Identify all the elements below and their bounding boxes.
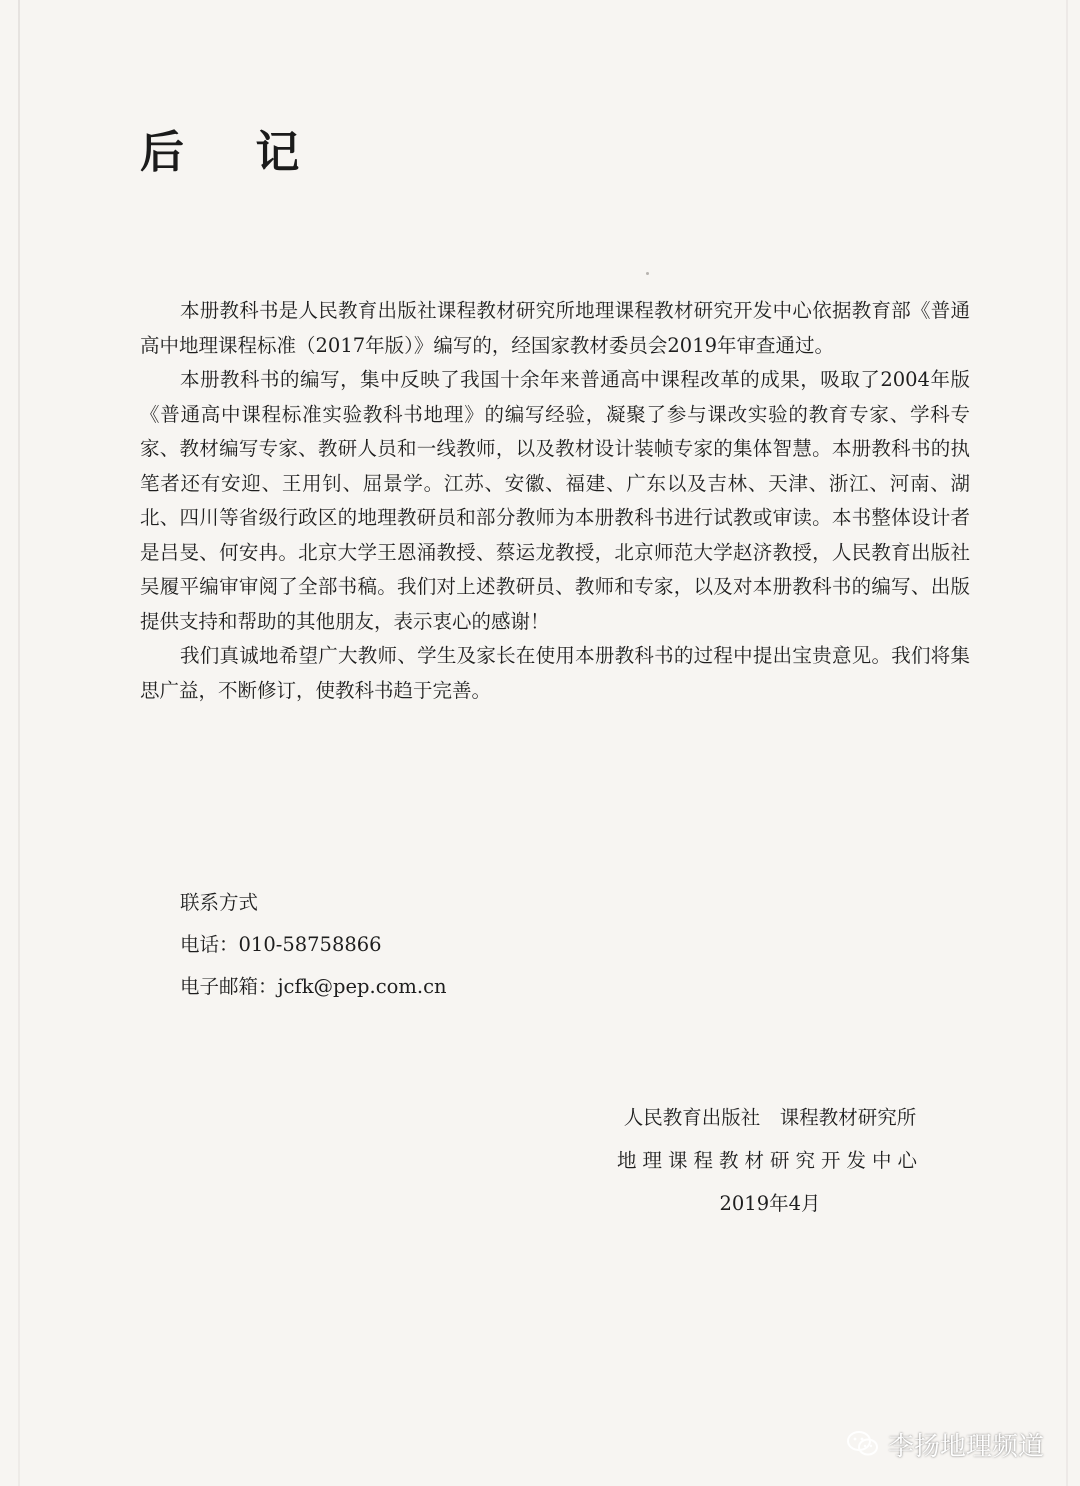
- signature-org-2: 地理课程教材研究开发中心: [616, 1149, 923, 1172]
- scan-speck: [646, 272, 649, 275]
- watermark-text: 李扬地理频道: [887, 1431, 1044, 1462]
- page-edge-left: [18, 0, 20, 1486]
- contact-heading: 联系方式: [180, 891, 259, 914]
- paragraph-1: 本册教科书是人民教育出版社课程教材研究所地理课程教材研究开发中心依据教育部《普通高中地理课程标准（2017年版）》编写的，经国家教材委员会2019年审查通过。: [140, 299, 970, 357]
- email-address: jcfk@pep.com.cn: [277, 975, 447, 998]
- signature-date: 2019年4月: [719, 1192, 821, 1215]
- contact-email-row: [180, 966, 680, 1008]
- page-title: 后 记: [140, 127, 328, 179]
- channel-watermark: [784, 1424, 1044, 1464]
- paragraph-2: 本册教科书的编写，集中反映了我国十余年来普通高中课程改革的成果，吸取了2004年版《普通高中课程标准实验教科书地理》的编写经验，凝聚了参与课改实验的教育专家、学科专家、教材编写专家、教研人员和一线教师，以及教材设计装帧专家的集体智慧。本册教科书的执笔者还有安迎、王用钊、屈景学。江苏、安徽、福建、广东以及吉林、天津、浙江、河南、湖北、四川等省级行政区的地理教研员和部分教师为本册教科书进行试教或审读。本书整体设计者是吕旻、何安冉。北京大学王恩涌教授、蔡运龙教授，北京师范大学赵济教授，人民教育出版社吴履平编审审阅了全部书稿。我们对上述教研员、教师和专家，以及对本册教科书的编写、出版提供支持和帮助的其他朋友，表示衷心的感谢！: [140, 368, 970, 633]
- paragraph-3: 我们真诚地希望广大教师、学生及家长在使用本册教科书的过程中提出宝贵意见。我们将集思广益，不断修订，使教科书趋于完善。: [140, 644, 970, 702]
- contact-phone-row: [180, 924, 680, 966]
- contact-block: [180, 882, 680, 1008]
- phone-number: 010-58758866: [238, 933, 382, 956]
- page-edge-right: [1066, 0, 1068, 1486]
- email-label: 电子邮箱：: [180, 975, 278, 998]
- signature-block: [590, 1096, 950, 1225]
- body-text: [140, 294, 970, 708]
- signature-org-1: 人民教育出版社 课程教材研究所: [623, 1106, 917, 1129]
- phone-label: 电话：: [180, 933, 239, 956]
- wechat-icon: [846, 1430, 880, 1458]
